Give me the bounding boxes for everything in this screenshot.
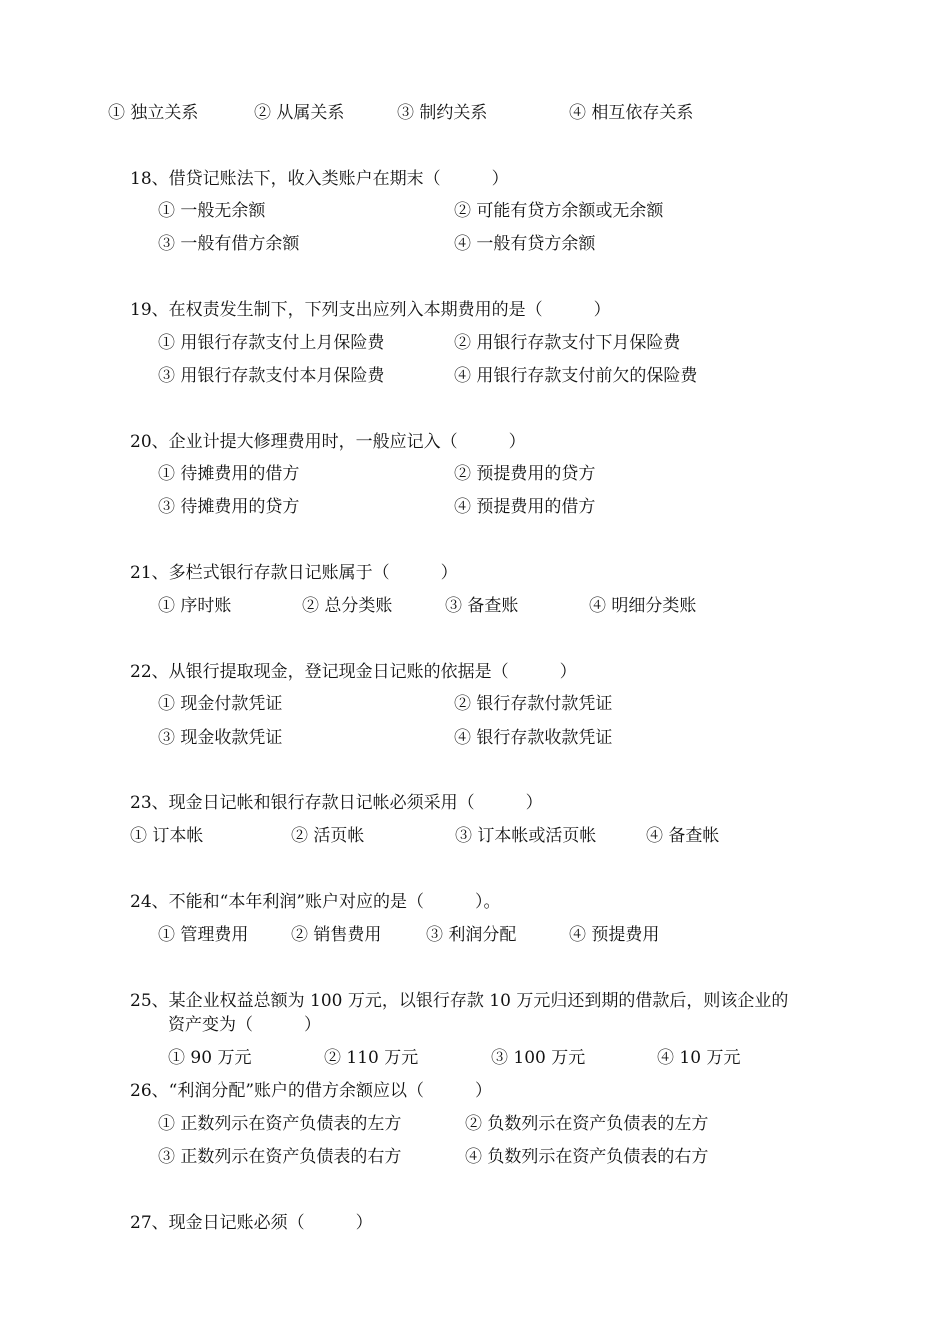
option-1: ① 90 万元 [168,1048,252,1068]
option-2: ② 110 万元 [324,1048,419,1068]
option-4: ④ 备查帐 [646,826,720,846]
option-3: ③ 待摊费用的贷方 [158,497,300,517]
option-1: ① 正数列示在资产负债表的左方 [158,1114,402,1134]
option-3: ③ 利润分配 [426,925,517,945]
option-4: ④ 一般有贷方余额 [454,234,596,254]
option-2: ② 可能有贷方余额或无余额 [454,201,664,221]
option-3: ③ 备查账 [445,596,519,616]
option-4: ④ 明细分类账 [589,596,697,616]
question-stem: 19、在权责发生制下，下列支出应列入本期费用的是（ ） [130,300,611,320]
option-4: ④ 预提费用 [569,925,660,945]
option-1: ① 订本帐 [130,826,204,846]
question-stem-line-2: 资产变为（ ） [168,1015,321,1035]
option-2: ② 负数列示在资产负债表的左方 [465,1114,709,1134]
option-3: ③ 现金收款凭证 [158,728,283,748]
option-2: ② 总分类账 [302,596,393,616]
option-3: ③ 正数列示在资产负债表的右方 [158,1147,402,1167]
question-stem: 26、“利润分配”账户的借方余额应以（ ） [130,1081,493,1101]
option-4: ④ 用银行存款支付前欠的保险费 [454,366,698,386]
question-stem: 27、现金日记账必须（ ） [130,1213,373,1233]
option-3: ③ 一般有借方余额 [158,234,300,254]
question-stem: 23、现金日记帐和银行存款日记帐必须采用（ ） [130,793,543,813]
option-1: ① 管理费用 [158,925,249,945]
option-2: ② 预提费用的贷方 [454,464,596,484]
option-1: ① 序时账 [158,596,232,616]
option-3: ③ 制约关系 [397,103,488,123]
question-stem-line-1: 25、某企业权益总额为 100 万元，以银行存款 10 万元归还到期的借款后，则该企业的 [130,991,789,1011]
question-stem: 22、从银行提取现金，登记现金日记账的依据是（ ） [130,662,577,682]
question-stem: 24、不能和“本年利润”账户对应的是（ ）。 [130,892,501,912]
option-1: ① 用银行存款支付上月保险费 [158,333,385,353]
option-3: ③ 100 万元 [491,1048,586,1068]
option-2: ② 活页帐 [291,826,365,846]
option-2: ② 银行存款付款凭证 [454,694,613,714]
question-stem: 18、借贷记账法下，收入类账户在期末（ ） [130,169,509,189]
question-stem: 21、多栏式银行存款日记账属于（ ） [130,563,458,583]
question-stem: 20、企业计提大修理费用时，一般应记入（ ） [130,432,526,452]
option-2: ② 从属关系 [254,103,345,123]
option-2: ② 销售费用 [291,925,382,945]
option-2: ② 用银行存款支付下月保险费 [454,333,681,353]
option-3: ③ 用银行存款支付本月保险费 [158,366,385,386]
option-4: ④ 银行存款收款凭证 [454,728,613,748]
option-1: ① 现金付款凭证 [158,694,283,714]
option-4: ④ 相互依存关系 [569,103,694,123]
option-1: ① 独立关系 [108,103,199,123]
option-3: ③ 订本帐或活页帐 [455,826,597,846]
option-1: ① 待摊费用的借方 [158,464,300,484]
option-4: ④ 10 万元 [657,1048,741,1068]
option-4: ④ 负数列示在资产负债表的右方 [465,1147,709,1167]
option-1: ① 一般无余额 [158,201,266,221]
option-4: ④ 预提费用的借方 [454,497,596,517]
